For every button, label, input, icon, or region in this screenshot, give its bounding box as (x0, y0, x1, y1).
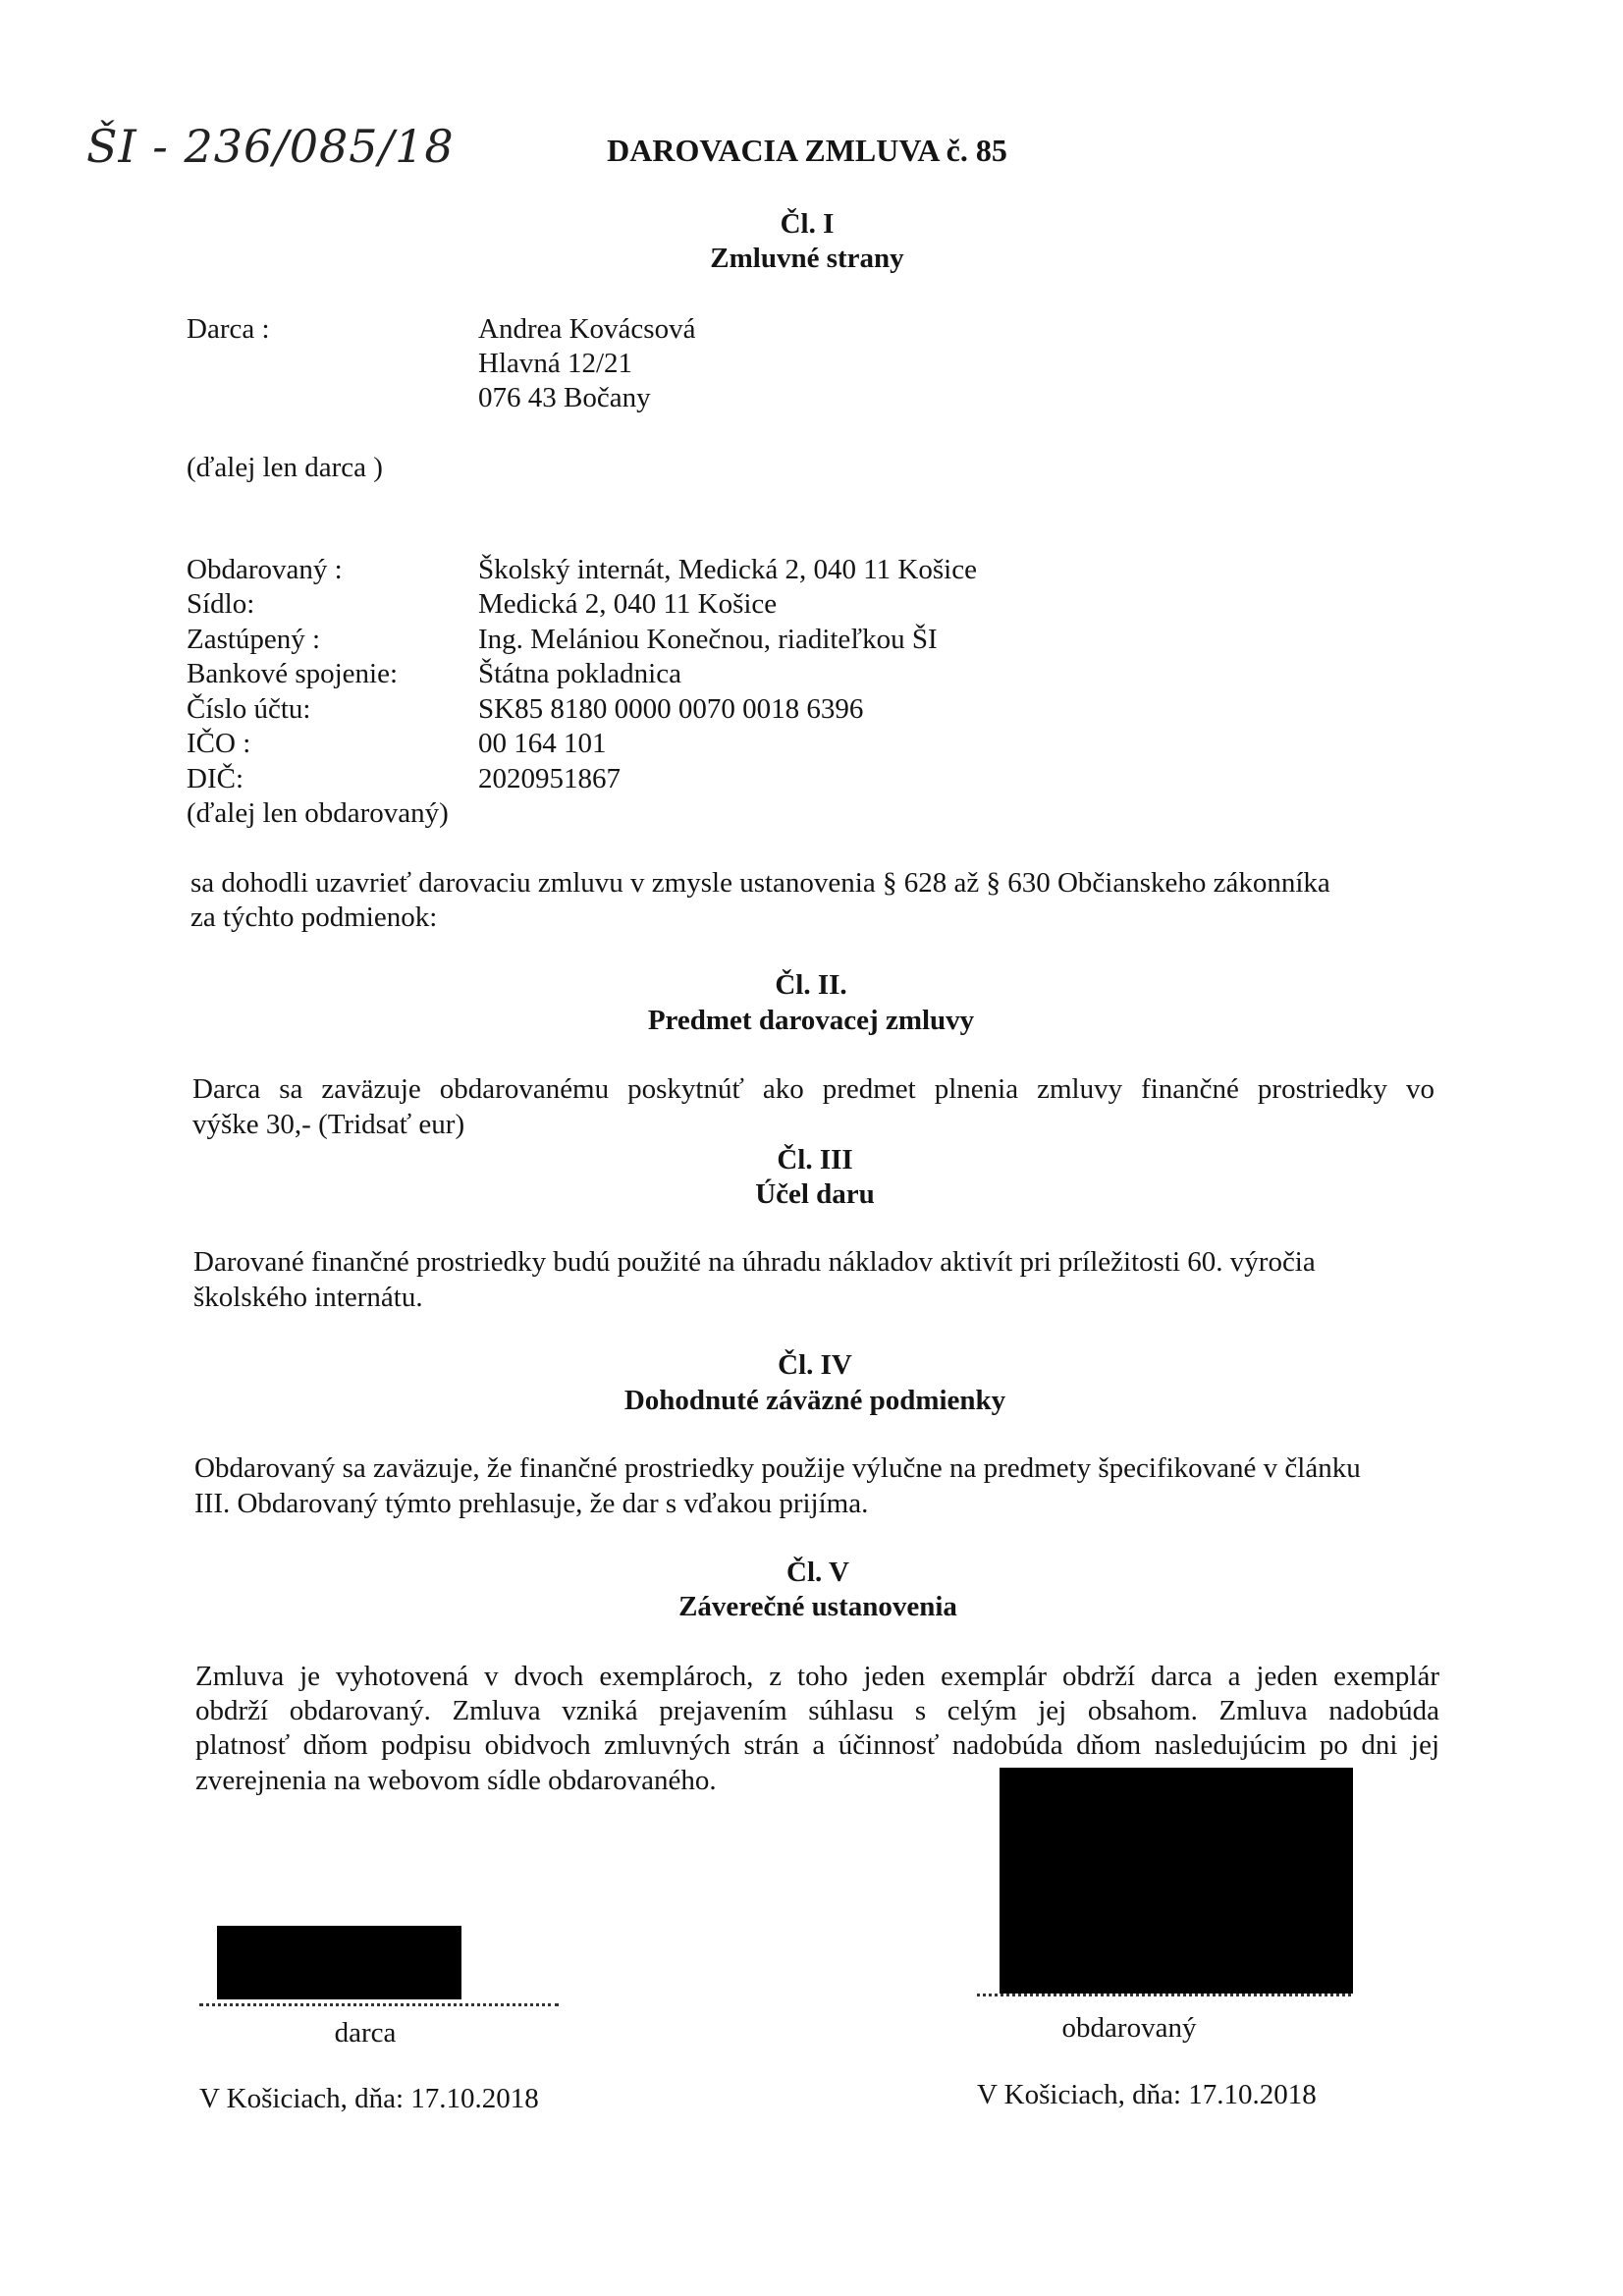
donor-city: 076 43 Bočany (478, 382, 651, 413)
recipient-place-date: V Košiciach, dňa: 17.10.2018 (977, 2079, 1317, 2110)
donor-note: (ďalej len darca ) (187, 452, 383, 483)
article-2-number: Čl. II. (775, 969, 847, 1001)
recipient-signature-line (977, 1994, 1351, 1996)
recipient-label: Obdarovaný : (187, 554, 343, 585)
ico-value: 00 164 101 (478, 728, 607, 759)
recipient-value: Školský internát, Medická 2, 040 11 Košice (478, 554, 977, 585)
recipient-signature-label: obdarovaný (1061, 2012, 1197, 2044)
donor-signature-line (199, 2003, 559, 2006)
article-2-line-1: Darca sa zaväzuje obdarovanému poskytnúť ako predmet plnenia zmluvy finančné prostriedky vo (192, 1073, 1434, 1105)
article-5-number: Čl. V (786, 1557, 849, 1588)
handwritten-reference: ŠI - 236/085/18 (86, 120, 455, 173)
article-3-line-1: Darované finančné prostriedky budú použité na úhradu nákladov aktivít pri príležitosti 60. výročia (193, 1246, 1316, 1278)
article-3-line-2: školského internátu. (193, 1282, 423, 1313)
article-4-line-2: III. Obdarovaný týmto prehlasuje, že dar s vďakou prijíma. (194, 1488, 869, 1519)
redacted-donor-signature (217, 1926, 461, 1999)
article-1-title: Zmluvné strany (710, 243, 904, 274)
article-3-title: Účel daru (755, 1178, 875, 1210)
article-1-number: Čl. I (780, 208, 835, 240)
seat-label: Sídlo: (187, 588, 255, 620)
dic-label: DIČ: (187, 763, 243, 794)
article-5-title: Záverečné ustanovenia (678, 1591, 957, 1622)
bank-value: Štátna pokladnica (478, 658, 681, 689)
donor-place-date: V Košiciach, dňa: 17.10.2018 (199, 2083, 539, 2114)
ico-label: IČO : (187, 728, 251, 759)
article-5-line-4: zverejnenia na webovom sídle obdarovaného. (195, 1765, 717, 1796)
represented-value: Ing. Melániou Konečnou, riaditeľkou ŠI (478, 624, 938, 655)
recipient-note: (ďalej len obdarovaný) (187, 797, 449, 829)
donor-signature-label: darca (334, 2017, 397, 2049)
donor-label: Darca : (187, 313, 270, 345)
article-2-line-2: výške 30,- (Tridsať eur) (192, 1109, 465, 1140)
redacted-recipient-signature (1000, 1768, 1353, 1994)
donor-street: Hlavná 12/21 (478, 348, 633, 379)
article-2-title: Predmet darovacej zmluvy (647, 1005, 975, 1036)
agreement-line-1: sa dohodli uzavrieť darovaciu zmluvu v zmysle ustanovenia § 628 až § 630 Občianskeho zákonníka (190, 867, 1330, 899)
account-label: Číslo účtu: (187, 693, 311, 725)
article-3-number: Čl. III (777, 1144, 853, 1175)
seat-value: Medická 2, 040 11 Košice (478, 588, 778, 620)
donor-name: Andrea Kovácsová (478, 313, 696, 345)
represented-label: Zastúpený : (187, 624, 321, 655)
article-5-line-2: obdrží obdarovaný. Zmluva vzniká prejavením súhlasu s celým jej obsahom. Zmluva nadobúda (195, 1695, 1439, 1726)
article-5-line-3: platnosť dňom podpisu obidvoch zmluvných strán a účinnosť nadobúda dňom nasledujúcim po dni jej (195, 1729, 1439, 1761)
bank-label: Bankové spojenie: (187, 658, 399, 689)
article-4-number: Čl. IV (778, 1349, 852, 1381)
document-title: DAROVACIA ZMLUVA č. 85 (607, 133, 1007, 168)
dic-value: 2020951867 (478, 763, 621, 794)
article-5-line-1: Zmluva je vyhotovená v dvoch exemplároch, z toho jeden exemplár obdrží darca a jeden exemplár (195, 1661, 1439, 1692)
agreement-line-2: za týchto podmienok: (190, 902, 438, 933)
article-4-title: Dohodnuté záväzné podmienky (623, 1385, 1006, 1416)
article-4-line-1: Obdarovaný sa zaväzuje, že finančné prostriedky použije výlučne na predmety špecifikované v článku (194, 1452, 1361, 1484)
account-value: SK85 8180 0000 0070 0018 6396 (478, 693, 864, 725)
